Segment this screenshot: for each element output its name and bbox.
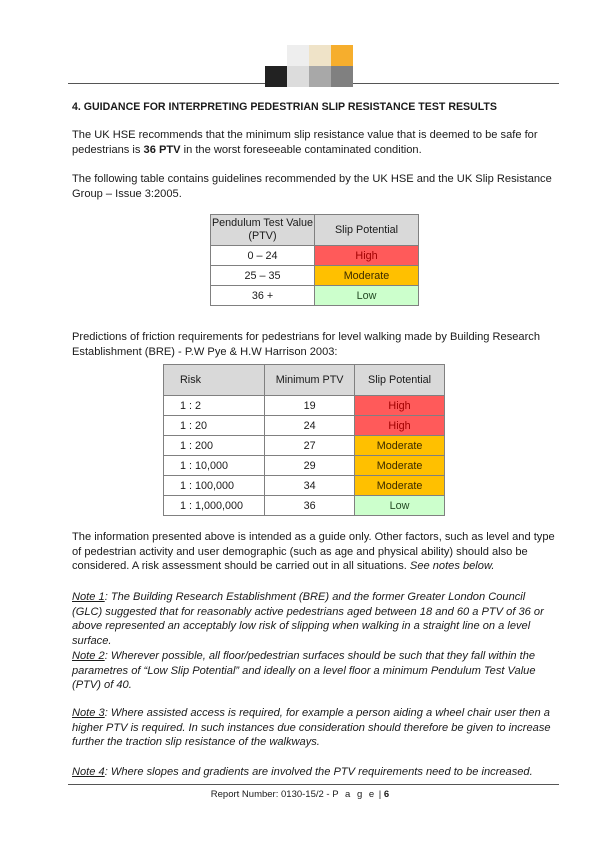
note-text: : The Building Research Establishment (BRE) and the former Greater London Council (GLC) suggested that for reasonably active pedestrians aged between 18 and 60 a PTV of 36 or above represented an acceptably low risk of slipping when walking in a straight line on a level surface. (72, 591, 544, 647)
note-label: Note 2 (72, 650, 105, 662)
header-rule-right (353, 83, 559, 84)
logo-block (309, 66, 331, 87)
bre-risk-table (163, 364, 445, 516)
bre-intro: Predictions of friction requirements for pedestrians for level walking made by Building Research Establishment (BRE) - P.W Pye & H.W Harrison 2003: (72, 331, 541, 358)
intro-text-end: in the worst foreseeable contaminated condition. (180, 143, 422, 156)
column-header: Minimum PTV (265, 365, 355, 396)
table-intro: The following table contains guidelines recommended by the UK HSE and the UK Slip Resistance Group – Issue 3:2005. (72, 173, 552, 200)
logo-block (287, 66, 309, 87)
table-row (164, 476, 445, 496)
guide-text: The information presented above is intended as a guide only. Other factors, such as level and type of pedestrian activity and user demographic (such as age and physical ability) should also be considered. A risk assessment should be carried out in all situations. (72, 531, 555, 573)
see-notes: See notes below. (409, 560, 495, 573)
min-ptv-cell: 29 (265, 456, 355, 476)
ptv-range-cell: 25 – 35 (211, 266, 315, 286)
slip-potential-cell: High (355, 416, 445, 436)
slip-potential-cell: Low (315, 286, 419, 306)
logo-block (287, 45, 309, 66)
slip-potential-cell: Moderate (355, 436, 445, 456)
intro-text: The UK HSE recommends that the minimum slip resistance value that is deemed to be safe for pedestrians is (72, 129, 538, 156)
min-ptv-cell: 27 (265, 436, 355, 456)
footer-rule (68, 784, 559, 785)
min-ptv-cell: 19 (265, 396, 355, 416)
column-header: Slip Potential (355, 365, 445, 396)
slip-potential-cell: High (315, 246, 419, 266)
note-label: Note 3 (72, 707, 105, 719)
table-row (164, 456, 445, 476)
column-header: Risk (164, 365, 265, 396)
page-label: P a g e (332, 789, 377, 800)
slip-potential-cell: Low (355, 496, 445, 516)
table-row (164, 496, 445, 516)
ptv-range-cell: 36 + (211, 286, 315, 306)
guide-paragraph (72, 530, 558, 574)
hse-recommendation (72, 128, 558, 157)
slip-potential-cell: High (355, 396, 445, 416)
note-label: Note 4 (72, 766, 105, 778)
slip-potential-cell: Moderate (315, 266, 419, 286)
table-row (164, 436, 445, 456)
risk-cell: 1 : 100,000 (164, 476, 265, 496)
note-1 (72, 590, 558, 648)
table-row (211, 286, 419, 306)
min-ptv-cell: 34 (265, 476, 355, 496)
slip-potential-cell: Moderate (355, 456, 445, 476)
table-header-row (164, 365, 445, 396)
note-4 (72, 765, 533, 780)
logo-block (309, 45, 331, 66)
table-row (164, 396, 445, 416)
note-text: : Where slopes and gradients are involved the PTV requirements need to be increased. (104, 766, 533, 778)
slip-potential-cell: Moderate (355, 476, 445, 496)
ptv-range-cell: 0 – 24 (211, 246, 315, 266)
page-number: 6 (383, 789, 390, 800)
column-header: Pendulum Test Value (PTV) (211, 215, 315, 246)
report-number: Report Number: 0130-15/2 - (210, 789, 333, 800)
table-row (211, 246, 419, 266)
page-footer (0, 789, 600, 800)
min-ptv-cell: 24 (265, 416, 355, 436)
risk-cell: 1 : 10,000 (164, 456, 265, 476)
logo-block (331, 45, 353, 66)
header-logo (265, 45, 353, 87)
section-heading: 4. GUIDANCE FOR INTERPRETING PEDESTRIAN SLIP RESISTANCE TEST RESULTS (72, 101, 497, 113)
risk-cell: 1 : 200 (164, 436, 265, 456)
risk-cell: 1 : 20 (164, 416, 265, 436)
column-header: Slip Potential (315, 215, 419, 246)
note-label: Note 1 (72, 591, 105, 603)
note-text: : Where assisted access is required, for example a person aiding a wheel chair user then a higher PTV is required. In such instances due consideration should therefore be given to increase further the traction slip resistance of the walkways. (72, 707, 551, 749)
risk-cell: 1 : 1,000,000 (164, 496, 265, 516)
table-header-row (211, 215, 419, 246)
header-rule-left (68, 83, 265, 84)
logo-block (265, 66, 287, 87)
min-ptv-cell: 36 (265, 496, 355, 516)
risk-cell: 1 : 2 (164, 396, 265, 416)
table-row (164, 416, 445, 436)
note-2 (72, 649, 558, 693)
logo-block (331, 66, 353, 87)
note-text: : Wherever possible, all floor/pedestrian surfaces should be such that they fall within the parametres of “Low Slip Potential” and ideally on a level floor a minimum Pendulum Test Value (PTV) of 40. (72, 650, 536, 692)
ptv-guideline-table (210, 214, 419, 306)
note-3 (72, 706, 558, 750)
page-separator: | (376, 789, 384, 800)
ptv-threshold: 36 PTV (143, 143, 181, 156)
table-row (211, 266, 419, 286)
